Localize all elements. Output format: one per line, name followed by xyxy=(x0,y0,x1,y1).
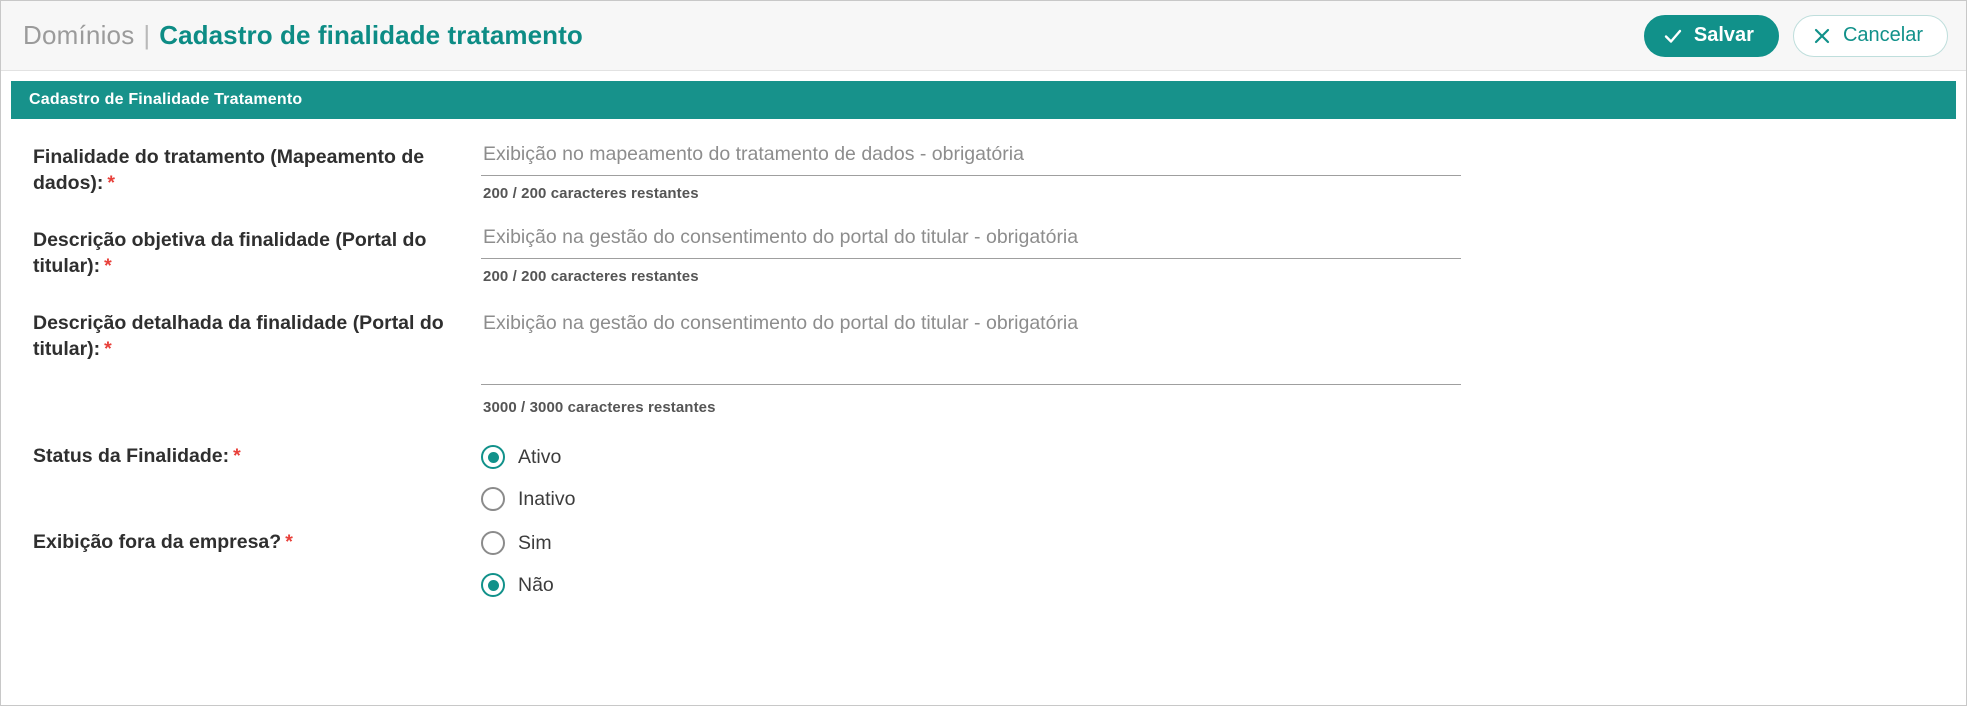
breadcrumb xyxy=(23,20,583,51)
radio-exibicao-nao[interactable] xyxy=(481,564,1461,606)
label-finalidade-text: Finalidade do tratamento (Mapeamento de dados): xyxy=(33,146,425,194)
descricao-detalhada-char-counter: 3000 / 3000 caracteres restantes xyxy=(483,399,716,416)
descricao-detalhada-textarea[interactable] xyxy=(481,307,1461,385)
radio-status-ativo[interactable] xyxy=(481,436,1461,478)
label-descricao-objetiva-text: Descrição objetiva da finalidade (Portal do titular): xyxy=(33,229,427,277)
section-header-title: Cadastro de Finalidade Tratamento xyxy=(29,91,303,108)
check-icon xyxy=(1663,26,1683,46)
label-descricao-objetiva xyxy=(11,224,481,279)
radio-button-icon[interactable] xyxy=(481,531,505,555)
field-row-descricao-objetiva xyxy=(11,224,1956,285)
close-icon xyxy=(1812,26,1832,46)
label-status-finalidade-text: Status da Finalidade: xyxy=(33,445,230,467)
top-bar xyxy=(1,1,1966,71)
required-asterisk: * xyxy=(104,254,112,277)
descricao-objetiva-input[interactable] xyxy=(481,224,1461,259)
breadcrumb-separator: | xyxy=(143,20,151,50)
radio-group-status-finalidade xyxy=(481,434,1501,520)
radio-button-icon[interactable] xyxy=(481,445,505,469)
label-exibicao-fora-empresa-text: Exibição fora da empresa? xyxy=(33,531,282,553)
save-button[interactable] xyxy=(1644,15,1779,57)
radio-exibicao-sim[interactable] xyxy=(481,522,1461,564)
radio-exibicao-nao-label: Não xyxy=(518,573,554,596)
finalidade-input[interactable] xyxy=(481,141,1461,176)
field-descricao-objetiva xyxy=(481,224,1501,285)
descricao-objetiva-char-counter: 200 / 200 caracteres restantes xyxy=(483,268,699,285)
field-row-status-finalidade xyxy=(11,434,1956,520)
field-row-finalidade xyxy=(11,141,1956,202)
field-descricao-detalhada xyxy=(481,307,1501,416)
section-header xyxy=(11,81,1956,119)
save-button-label: Salvar xyxy=(1693,24,1754,46)
required-asterisk: * xyxy=(104,337,112,360)
breadcrumb-root[interactable]: Domínios xyxy=(23,20,135,50)
field-row-exibicao-fora-empresa xyxy=(11,520,1956,606)
field-row-descricao-detalhada xyxy=(11,307,1956,416)
radio-button-icon[interactable] xyxy=(481,487,505,511)
radio-status-inativo[interactable] xyxy=(481,478,1461,520)
label-status-finalidade xyxy=(11,434,481,470)
cancel-button-label: Cancelar xyxy=(1842,24,1923,46)
radio-status-inativo-label: Inativo xyxy=(518,487,576,510)
form-container xyxy=(1,119,1966,705)
required-asterisk: * xyxy=(107,171,116,194)
label-descricao-detalhada xyxy=(11,307,481,362)
radio-button-icon[interactable] xyxy=(481,573,505,597)
required-asterisk: * xyxy=(285,531,293,553)
radio-status-ativo-label: Ativo xyxy=(518,445,562,468)
page-title: Cadastro de finalidade tratamento xyxy=(159,20,583,50)
label-descricao-detalhada-text: Descrição detalhada da finalidade (Portal do titular): xyxy=(33,312,444,360)
label-finalidade xyxy=(11,141,481,196)
label-exibicao-fora-empresa xyxy=(11,520,481,556)
cancel-button[interactable] xyxy=(1793,15,1948,57)
radio-group-exibicao-fora-empresa xyxy=(481,520,1501,606)
required-asterisk: * xyxy=(233,445,241,467)
top-bar-actions xyxy=(1644,15,1948,57)
field-finalidade xyxy=(481,141,1501,202)
finalidade-char-counter: 200 / 200 caracteres restantes xyxy=(483,185,699,202)
radio-exibicao-sim-label: Sim xyxy=(518,531,552,554)
